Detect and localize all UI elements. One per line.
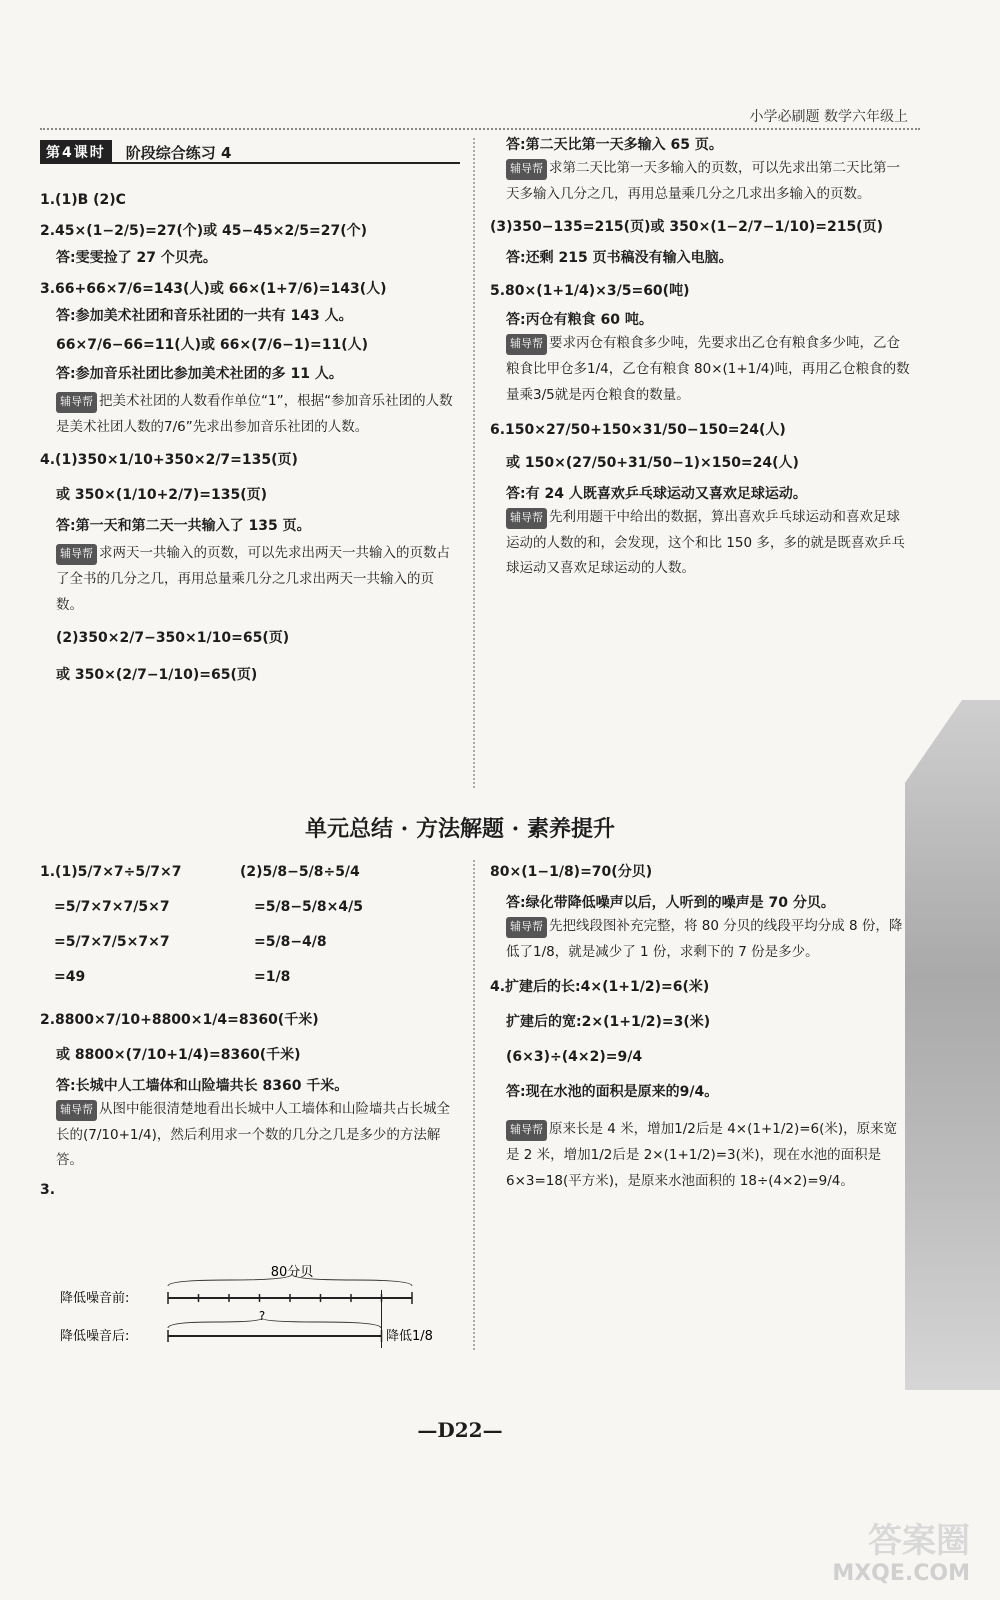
tip-badge: 辅导帮 (56, 544, 97, 565)
tip-text: 原来长是 4 米，增加1/2后是 4×(1+1/2)=6(米)，原来宽是 2 米，增加1/2后是 2×(1+1/2)=3(米)，现在水池的面积是 6×3=18(平方米)，是原来水池面积的 18÷(4×2)=9/4。 (506, 1121, 898, 1189)
calc-step: =5/7×7×7/5×7 (54, 899, 170, 915)
book-title: 小学必刷题 数学六年级上 (749, 109, 908, 125)
calc-step: =5/8−4/8 (254, 934, 327, 950)
answer-line: 4.(1)350×1/10+350×2/7=135(页) (40, 452, 298, 469)
diagram-reduce-label: 降低1/8 (386, 1329, 433, 1344)
lesson-badge: 第4课时 (40, 140, 112, 164)
answer-line: 1.(1)B (2)C (40, 192, 126, 208)
tip-note (40, 541, 460, 618)
answer-statement: 答:参加音乐社团比参加美术社团的多 11 人。 (56, 366, 343, 382)
answer-line: 66×7/6−66=11(人)或 66×(7/6−1)=11(人) (56, 337, 368, 353)
tip-badge: 辅导帮 (506, 1120, 547, 1141)
summary-left-column (40, 862, 460, 1201)
answer-statement: 答:第一天和第二天一共输入了 135 页。 (56, 518, 311, 535)
calc-step: =5/8−5/8×4/5 (254, 899, 363, 915)
answer-line: 4.扩建后的长:4×(1+1/2)=6(米) (490, 979, 710, 996)
answer-statement: 答:丙仓有粮食 60 吨。 (506, 312, 653, 329)
diagram-question-mark: ? (258, 1309, 266, 1323)
answer-line: 或 8800×(7/10+1/4)=8360(千米) (56, 1047, 301, 1063)
tip-note (490, 505, 910, 582)
answer-line: 2.8800×7/10+8800×1/4=8360(千米) (40, 1012, 319, 1028)
question-number: 3. (40, 1181, 56, 1198)
answer-line: 或 350×(1/10+2/7)=135(页) (56, 487, 268, 504)
answer-statement: 答:长城中人工墙体和山险墙共长 8360 千米。 (56, 1078, 349, 1094)
tip-note (40, 389, 460, 440)
answer-line: 6.150×27/50+150×31/50−150=24(人) (490, 422, 786, 439)
tip-note (490, 331, 910, 408)
tip-badge: 辅导帮 (506, 917, 547, 938)
calc-step: =5/7×7/5×7×7 (54, 934, 170, 950)
watermark: 答案圈 (868, 1520, 970, 1561)
tip-text: 把美术社团的人数看作单位“1”，根据“参加音乐社团的人数是美术社团人数的7/6”先求出参加音乐社团的人数。 (56, 393, 453, 435)
diagram-bottom-brace (168, 1318, 381, 1328)
column-divider (473, 138, 475, 788)
answer-line: 3.66+66×7/6=143(人)或 66×(1+7/6)=143(人) (40, 281, 387, 297)
answer-statement: 答:还剩 215 页书稿没有输入电脑。 (506, 250, 733, 267)
tip-note (40, 1097, 460, 1174)
diagram-top-brace (168, 1274, 412, 1286)
tip-text: 求两天一共输入的页数，可以先求出两天一共输入的页数占了全书的几分之几，再用总量乘几分之几求出两天一共输入的页数。 (56, 545, 450, 613)
answer-statement: 答:有 24 人既喜欢乒乓球运动又喜欢足球运动。 (506, 486, 807, 503)
answer-line: 80×(1−1/8)=70(分贝) (490, 864, 653, 880)
tip-text: 先把线段图补充完整，将 80 分贝的线段平均分成 8 份，降低了1/8，就是减少了 1 份，求剩下的 7 份是多少。 (506, 918, 903, 960)
calc-column-2 (240, 862, 440, 988)
tip-text: 求第二天比第一天多输入的页数，可以先求出第二天比第一天多输入几分之几，再用总量乘几分之几求出多输入的页数。 (506, 160, 900, 202)
tip-badge: 辅导帮 (56, 392, 97, 413)
calc-step: =49 (54, 969, 86, 985)
answer-line: (6×3)÷(4×2)=9/4 (506, 1049, 643, 1066)
lesson-heading (40, 140, 460, 164)
tip-badge: 辅导帮 (506, 334, 547, 355)
lesson-underline (40, 162, 460, 164)
diagram-row1-label: 降低噪音前: (60, 1291, 130, 1306)
calc-step: (2)5/8−5/8÷5/4 (240, 864, 360, 880)
answer-line: 或 350×(2/7−1/10)=65(页) (56, 667, 258, 684)
answer-line: 2.45×(1−2/5)=27(个)或 45−45×2/5=27(个) (40, 223, 368, 239)
watermark-url: MXQE.COM (832, 1561, 970, 1586)
answer-statement: 答:绿化带降低噪声以后，人听到的噪声是 70 分贝。 (506, 895, 835, 911)
header-divider (40, 128, 920, 130)
summary-right-column (490, 862, 910, 1194)
calc-column-1 (40, 862, 240, 988)
tip-badge: 辅导帮 (506, 508, 547, 529)
tip-badge: 辅导帮 (506, 159, 547, 180)
answers-right-column (490, 135, 910, 582)
calc-step: 1.(1)5/7×7÷5/7×7 (40, 864, 182, 880)
tip-note (490, 1117, 910, 1194)
section-title: 单元总结 · 方法解题 · 素养提升 (305, 816, 615, 842)
answer-statement: 答:第二天比第一天多输入 65 页。 (506, 137, 723, 153)
page-number: —D22— (417, 1418, 503, 1442)
calc-step: =1/8 (254, 969, 291, 985)
answer-line: (3)350−135=215(页)或 350×(1−2/7−1/10)=215(页) (490, 219, 883, 236)
tip-text: 从图中能很清楚地看出长城中人工墙体和山险墙共占长城全长的(7/10+1/4)，然后利用求一个数的几分之几是多少的方法解答。 (56, 1101, 450, 1169)
calc-grid (40, 862, 460, 988)
segment-diagram (60, 1262, 460, 1352)
answer-statement: 答:现在水池的面积是原来的9/4。 (506, 1084, 719, 1101)
tip-text: 先利用题干中给出的数据，算出喜欢乒乓球运动和喜欢足球运动的人数的和，会发现，这个和比 150 多，多的就是既喜欢乒乓球运动又喜欢足球运动的人数。 (506, 509, 905, 577)
answer-line: (2)350×2/7−350×1/10=65(页) (56, 630, 290, 647)
lesson-title: 阶段综合练习 4 (125, 143, 232, 162)
answer-statement: 答:雯雯捡了 27 个贝壳。 (56, 250, 217, 266)
tip-text: 要求丙仓有粮食多少吨，先要求出乙仓有粮食多少吨，乙仓粮食比甲仓多1/4，乙仓有粮食 80×(1+1/4)吨，再用乙仓粮食的数量乘3/5就是丙仓粮食的数量。 (506, 335, 910, 403)
answer-line: 5.80×(1+1/4)×3/5=60(吨) (490, 283, 690, 300)
diagram-row2-label: 降低噪音后: (60, 1329, 130, 1344)
answer-statement: 答:参加美术社团和音乐社团的一共有 143 人。 (56, 308, 353, 324)
answer-line: 扩建后的宽:2×(1+1/2)=3(米) (506, 1014, 711, 1031)
column-divider (473, 860, 475, 1350)
answers-left-column (40, 190, 460, 686)
decorative-side-band (905, 700, 1000, 1390)
tip-note (490, 914, 910, 965)
answer-line: 或 150×(27/50+31/50−1)×150=24(人) (506, 455, 799, 472)
tip-badge: 辅导帮 (56, 1100, 97, 1121)
diagram-top-label: 80分贝 (270, 1265, 314, 1280)
tip-note (490, 156, 910, 207)
